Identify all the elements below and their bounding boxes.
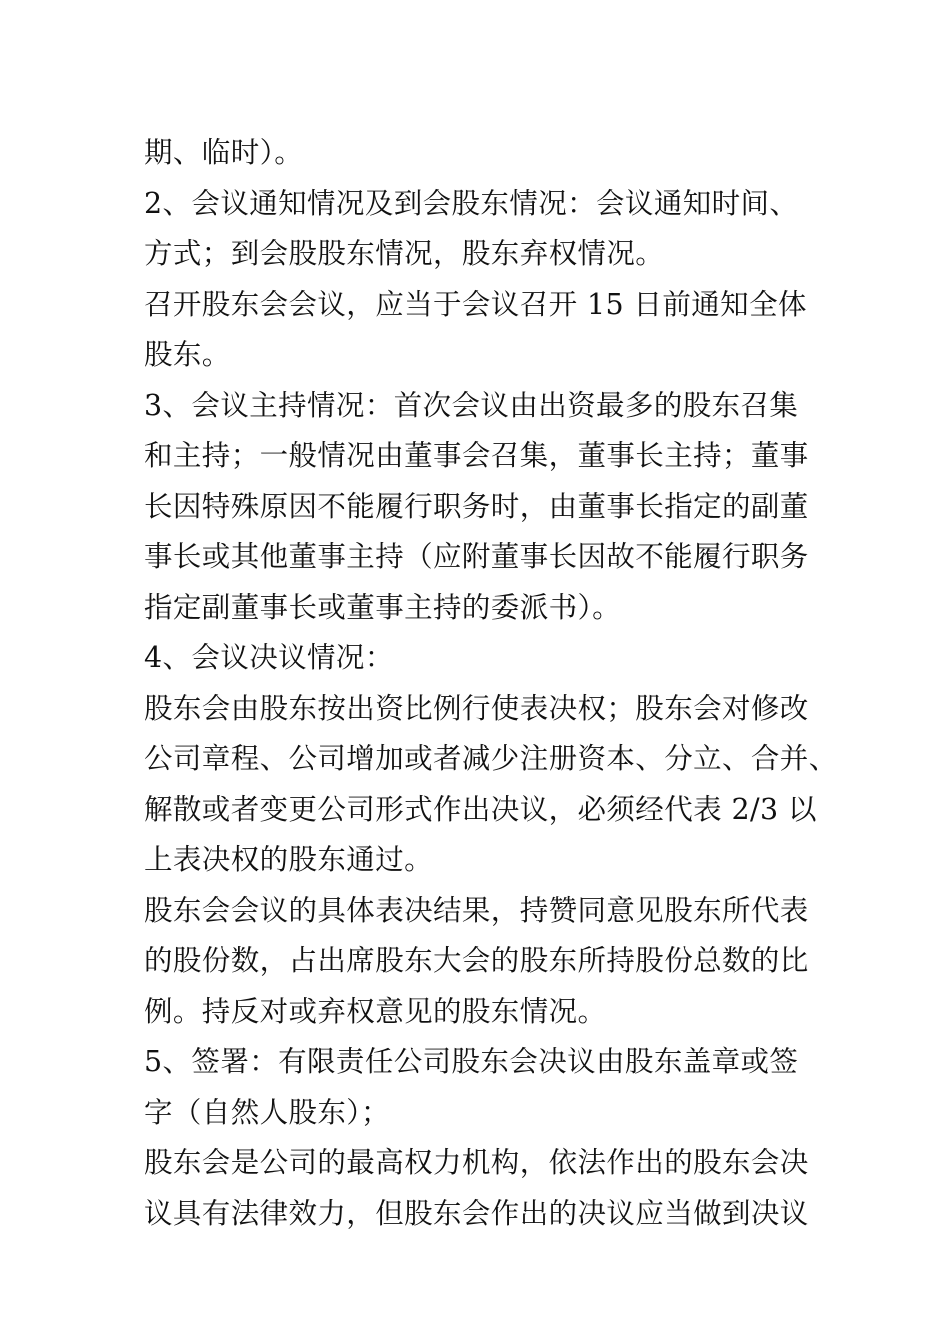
text-line: 期、临时）。 <box>144 136 304 169</box>
text-line: 召开股东会会议，应当于会议召开 15 日前通知全体 <box>144 287 807 321</box>
text-line: 字（自然人股东）； <box>144 1095 390 1129</box>
text-line: 的股份数，占出席股东大会的股东所持股份总数的比 <box>144 944 809 977</box>
text-line: 例。持反对或弃权意见的股东情况。 <box>144 994 607 1028</box>
text-line: 3、会议主持情况：首次会议由出资最多的股东召集 <box>144 388 799 422</box>
text-line: 股东。 <box>144 338 231 371</box>
text-line: 2、会议通知情况及到会股东情况：会议通知时间、 <box>144 186 799 220</box>
text-line: 4、会议决议情况： <box>144 641 394 674</box>
text-line: 公司章程、公司增加或者减少注册资本、分立、合并、 <box>144 742 838 775</box>
text-line: 和主持；一般情况由董事会召集，董事长主持；董事 <box>144 439 809 472</box>
text-line: 股东会由股东按出资比例行使表决权；股东会对修改 <box>144 691 809 725</box>
text-line: 股东会会议的具体表决结果，持赞同意见股东所代表 <box>144 893 809 927</box>
text-line: 解散或者变更公司形式作出决议，必须经代表 2/3 以 <box>144 792 817 826</box>
text-line: 议具有法律效力，但股东会作出的决议应当做到决议 <box>144 1196 809 1230</box>
text-line: 方式；到会股股东情况，股东弃权情况。 <box>144 237 665 270</box>
text-line: 指定副董事长或董事主持的委派书）。 <box>144 590 622 624</box>
text-line: 股东会是公司的最高权力机构，依法作出的股东会决 <box>144 1146 809 1179</box>
document-body <box>144 128 838 1239</box>
text-line: 长因特殊原因不能履行职务时，由董事长指定的副董 <box>144 489 809 523</box>
text-line: 事长或其他董事主持（应附董事长因故不能履行职务 <box>144 540 809 573</box>
text-line: 5、签署：有限责任公司股东会决议由股东盖章或签 <box>144 1045 799 1078</box>
text-line: 上表决权的股东通过。 <box>144 843 434 876</box>
